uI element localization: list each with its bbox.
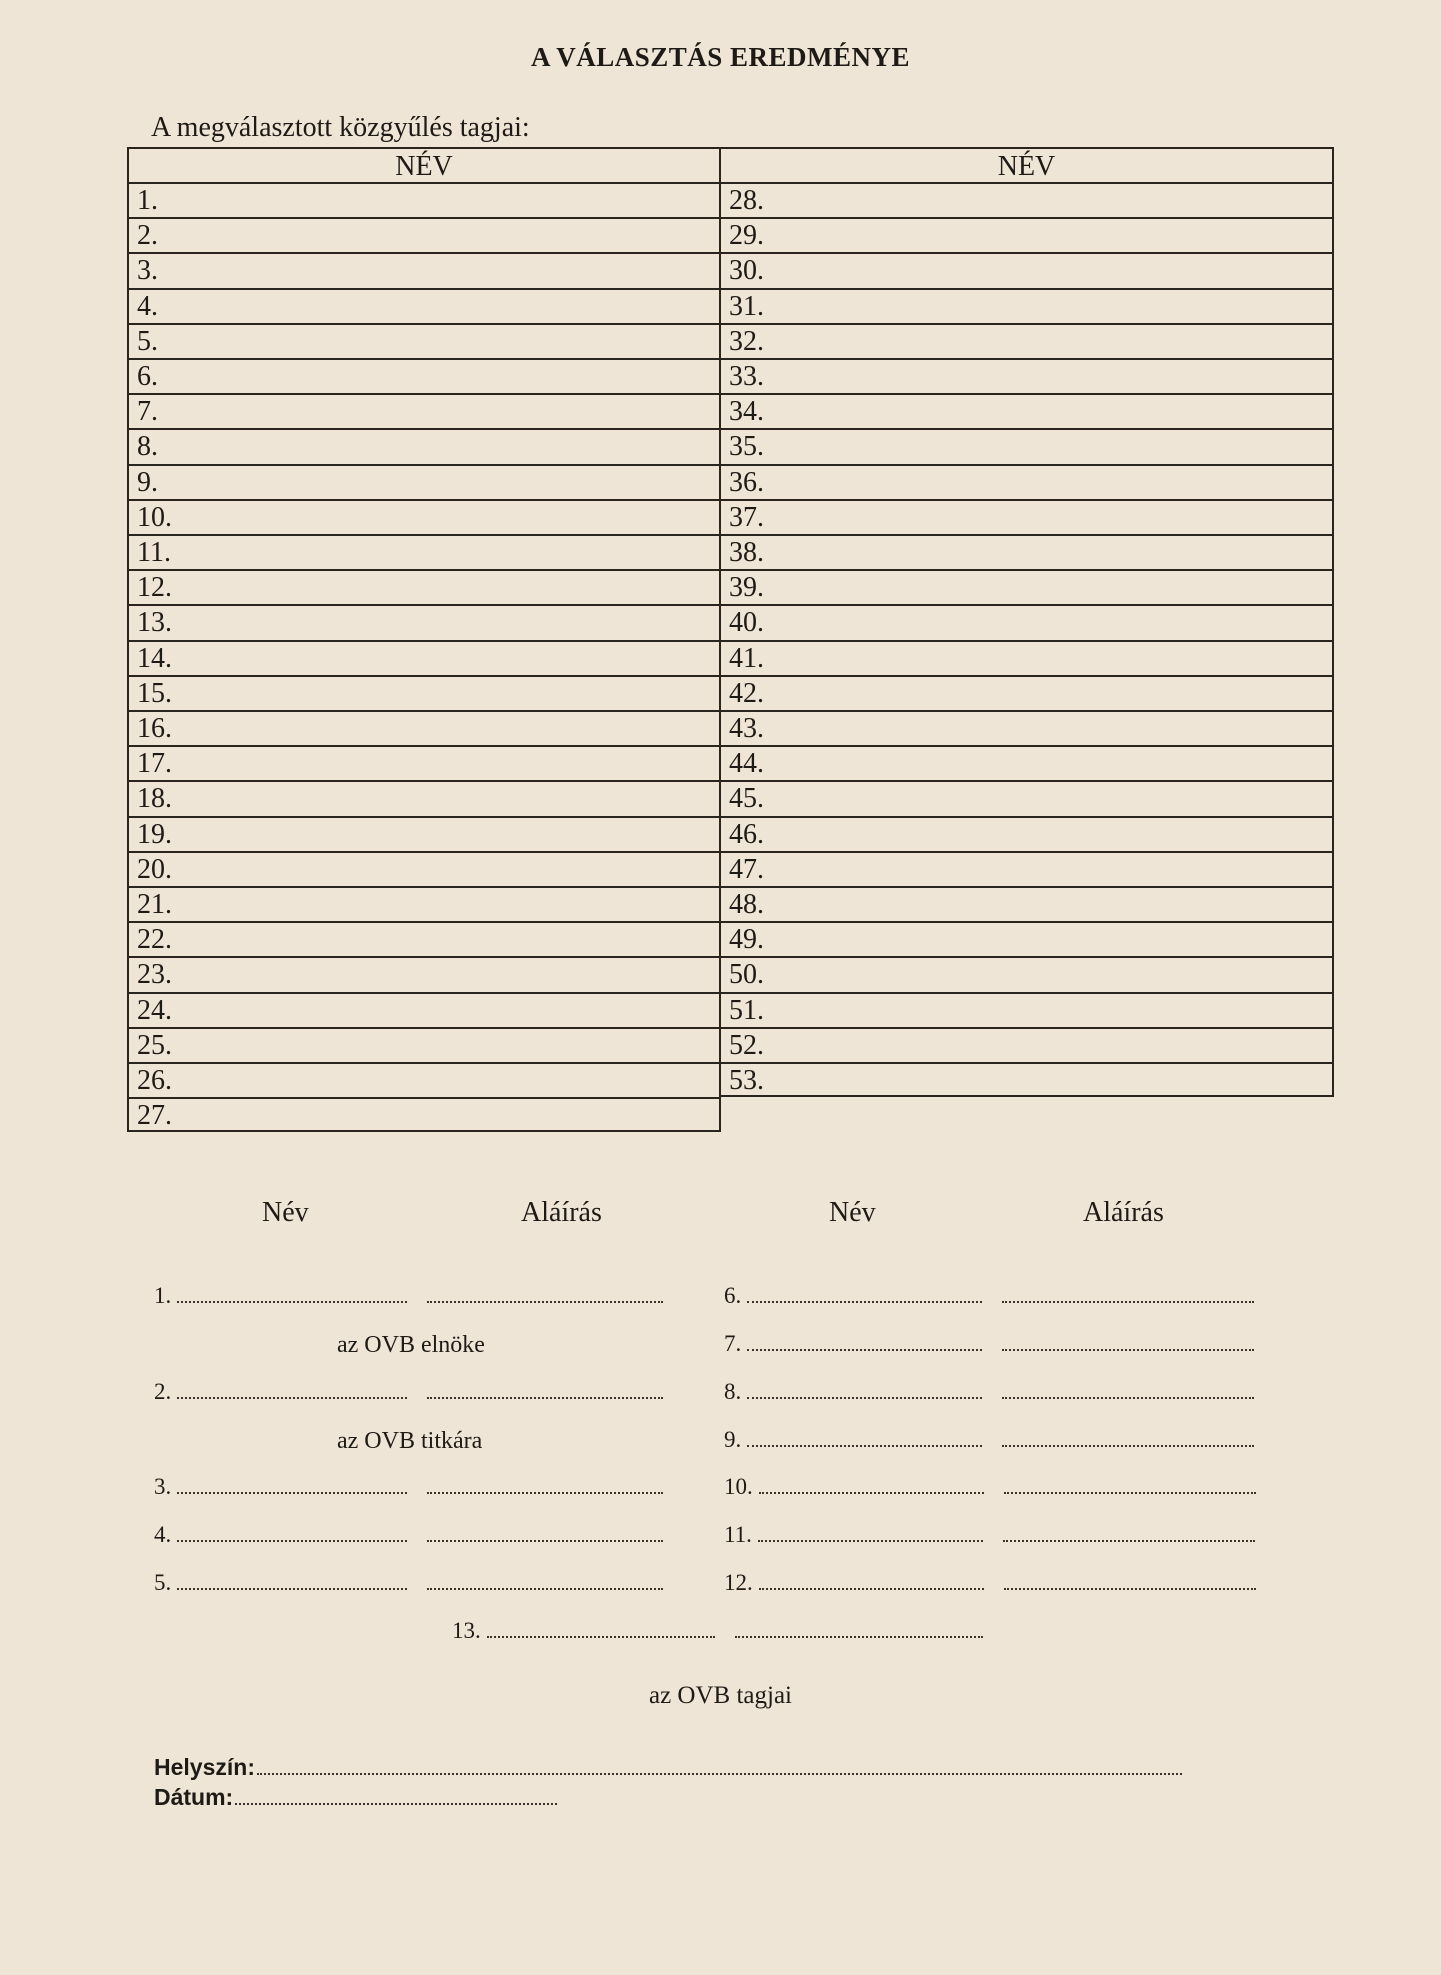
table-row[interactable]: 50. — [721, 958, 1332, 993]
table-row[interactable]: 48. — [721, 888, 1332, 923]
table-row[interactable]: 6. — [129, 360, 719, 395]
name-field[interactable] — [177, 1539, 407, 1542]
signature-number: 13. — [452, 1618, 481, 1643]
table-row[interactable]: 23. — [129, 958, 719, 993]
table-row[interactable]: 12. — [129, 571, 719, 606]
table-row[interactable]: 19. — [129, 818, 719, 853]
table-row[interactable]: 5. — [129, 325, 719, 360]
signature-line — [724, 1474, 1256, 1500]
table-row[interactable]: 44. — [721, 747, 1332, 782]
signature-line — [724, 1427, 1254, 1453]
signature-field[interactable] — [427, 1300, 663, 1303]
table-row[interactable]: 35. — [721, 430, 1332, 465]
signature-name-header: Név — [262, 1197, 309, 1228]
name-field[interactable] — [747, 1396, 982, 1399]
signature-line — [154, 1283, 663, 1309]
table-row[interactable]: 37. — [721, 501, 1332, 536]
signature-line — [154, 1379, 663, 1405]
signature-number: 3. — [154, 1474, 172, 1499]
name-field[interactable] — [487, 1635, 715, 1638]
table-row[interactable]: 52. — [721, 1029, 1332, 1064]
table-row[interactable]: 29. — [721, 219, 1332, 254]
table-row[interactable]: 1. — [129, 184, 719, 219]
table-row[interactable]: 39. — [721, 571, 1332, 606]
table-row[interactable]: 49. — [721, 923, 1332, 958]
signature-field[interactable] — [1003, 1539, 1255, 1542]
table-row[interactable]: 13. — [129, 606, 719, 641]
table-row[interactable]: 2. — [129, 219, 719, 254]
table-row[interactable]: 53. — [729, 1065, 764, 1096]
table-row[interactable]: 27. — [137, 1100, 172, 1132]
signature-line — [724, 1379, 1254, 1405]
signature-field[interactable] — [427, 1539, 663, 1542]
results-table-right — [719, 147, 1334, 1097]
signature-sign-header: Aláírás — [1083, 1197, 1164, 1228]
date-field[interactable] — [235, 1802, 557, 1805]
table-row[interactable]: 14. — [129, 642, 719, 677]
date-line — [154, 1784, 557, 1812]
table-row[interactable]: 24. — [129, 994, 719, 1029]
signature-field[interactable] — [427, 1396, 663, 1399]
table-row[interactable]: 15. — [129, 677, 719, 712]
place-line — [154, 1754, 1182, 1782]
signature-line — [724, 1522, 1255, 1548]
table-row[interactable]: 9. — [129, 466, 719, 501]
signature-sign-header: Aláírás — [521, 1197, 602, 1228]
signature-field[interactable] — [1002, 1300, 1254, 1303]
name-field[interactable] — [177, 1300, 407, 1303]
table-row[interactable]: 20. — [129, 853, 719, 888]
signature-field[interactable] — [427, 1587, 663, 1590]
signature-field[interactable] — [735, 1635, 983, 1638]
table-row[interactable]: 45. — [721, 782, 1332, 817]
table-row[interactable]: 38. — [721, 536, 1332, 571]
signature-number: 6. — [724, 1283, 742, 1308]
members-label: az OVB tagjai — [648, 1682, 792, 1709]
table-row[interactable]: 31. — [721, 290, 1332, 325]
table-row[interactable]: 42. — [721, 677, 1332, 712]
name-field[interactable] — [177, 1587, 407, 1590]
signature-line — [724, 1331, 1254, 1357]
results-table-left — [127, 147, 721, 1132]
signature-line — [724, 1570, 1256, 1596]
name-field[interactable] — [759, 1491, 984, 1494]
table-row[interactable]: 34. — [721, 395, 1332, 430]
signature-number: 4. — [154, 1522, 172, 1547]
table-row[interactable]: 51. — [721, 994, 1332, 1029]
chair-role-label: az OVB elnöke — [337, 1332, 485, 1358]
name-column-header: NÉV — [129, 149, 719, 184]
signature-number: 11. — [724, 1522, 752, 1547]
table-row[interactable]: 3. — [129, 254, 719, 289]
table-row[interactable]: 36. — [721, 466, 1332, 501]
table-row[interactable]: 18. — [129, 782, 719, 817]
signature-field[interactable] — [1002, 1348, 1254, 1351]
table-row[interactable]: 7. — [129, 395, 719, 430]
signature-number: 5. — [154, 1570, 172, 1595]
signature-field[interactable] — [1002, 1396, 1254, 1399]
name-field[interactable] — [177, 1491, 407, 1494]
table-row[interactable]: 47. — [721, 853, 1332, 888]
name-field[interactable] — [758, 1539, 983, 1542]
table-row[interactable]: 46. — [721, 818, 1332, 853]
name-column-header: NÉV — [721, 149, 1332, 184]
signature-number: 8. — [724, 1379, 742, 1404]
table-row[interactable]: 10. — [129, 501, 719, 536]
signature-number: 9. — [724, 1427, 742, 1452]
signature-line — [452, 1618, 983, 1644]
place-label: Helyszín: — [154, 1754, 255, 1780]
signature-number: 7. — [724, 1331, 742, 1356]
table-row[interactable]: 41. — [721, 642, 1332, 677]
signature-line — [154, 1522, 663, 1548]
table-row[interactable]: 11. — [129, 536, 719, 571]
table-row[interactable]: 21. — [129, 888, 719, 923]
name-field[interactable] — [747, 1348, 982, 1351]
secretary-role-label: az OVB titkára — [337, 1428, 483, 1454]
intro-text: A megválasztott közgyűlés tagjai: — [151, 112, 530, 143]
signature-number: 1. — [154, 1283, 172, 1308]
table-row[interactable]: 4. — [129, 290, 719, 325]
table-row[interactable]: 40. — [721, 606, 1332, 641]
place-field[interactable] — [257, 1772, 1182, 1775]
table-row[interactable]: 8. — [129, 430, 719, 465]
signature-number: 10. — [724, 1474, 753, 1499]
signature-field[interactable] — [1002, 1444, 1254, 1447]
signature-line — [154, 1474, 663, 1500]
table-row[interactable]: 33. — [721, 360, 1332, 395]
table-row[interactable]: 22. — [129, 923, 719, 958]
table-row[interactable]: 16. — [129, 712, 719, 747]
name-field[interactable] — [177, 1396, 407, 1399]
signature-field[interactable] — [1004, 1491, 1256, 1494]
page-title: A VÁLASZTÁS EREDMÉNYE — [530, 42, 911, 72]
name-field[interactable] — [747, 1444, 982, 1447]
name-field[interactable] — [759, 1587, 984, 1590]
signature-line — [724, 1283, 1254, 1309]
date-label: Dátum: — [154, 1784, 234, 1810]
table-row[interactable]: 32. — [721, 325, 1332, 360]
table-row[interactable]: 30. — [721, 254, 1332, 289]
table-row[interactable]: 17. — [129, 747, 719, 782]
signature-name-header: Név — [829, 1197, 876, 1228]
signature-field[interactable] — [427, 1491, 663, 1494]
name-field[interactable] — [747, 1300, 982, 1303]
table-row[interactable]: 28. — [721, 184, 1332, 219]
table-row[interactable]: 43. — [721, 712, 1332, 747]
signature-field[interactable] — [1004, 1587, 1256, 1590]
signature-number: 12. — [724, 1570, 753, 1595]
table-row[interactable]: 25. — [129, 1029, 719, 1064]
signature-number: 2. — [154, 1379, 172, 1404]
table-row[interactable]: 26. — [129, 1064, 719, 1099]
signature-line — [154, 1570, 663, 1596]
